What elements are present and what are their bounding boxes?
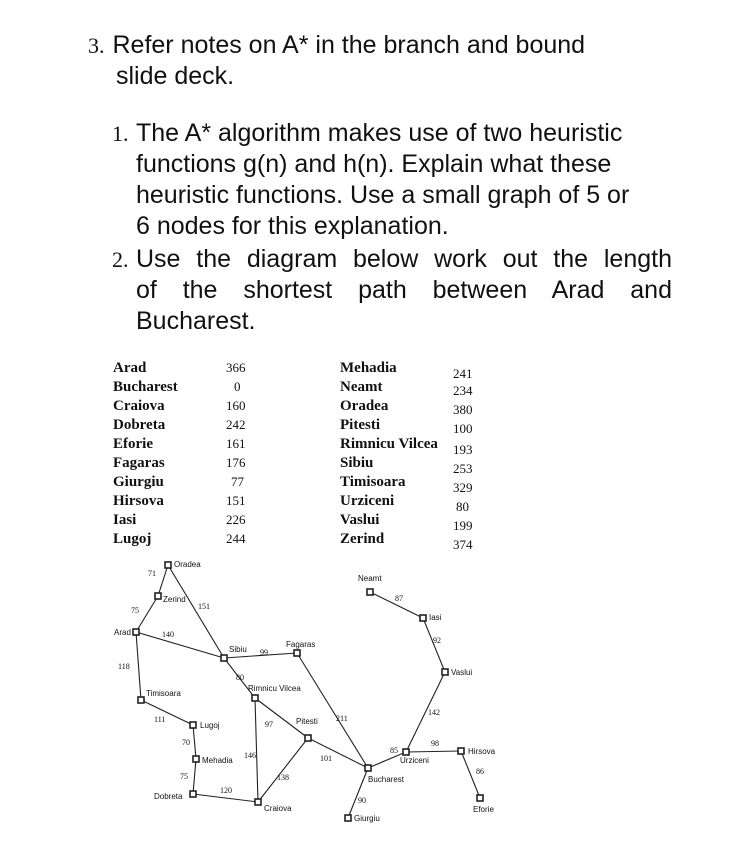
heuristic-city: Hirsova (113, 493, 164, 509)
heuristic-value: 160 (226, 398, 246, 413)
question-line-1: Refer notes on A* in the branch and bound (112, 31, 586, 59)
distance-label: 75 (180, 772, 188, 781)
edge-arad-timisoara (136, 632, 141, 700)
heuristic-city: Craiova (113, 398, 165, 414)
city-label-vaslui: Vaslui (451, 668, 473, 677)
city-node-urziceni (403, 749, 409, 755)
heuristic-city: Lugoj (113, 531, 152, 547)
heuristic-city: Dobreta (113, 417, 166, 433)
heuristic-value: 380 (453, 402, 473, 417)
distance-label: 101 (320, 754, 332, 763)
heuristic-city: Oradea (340, 398, 389, 414)
city-label-hirsova: Hirsova (468, 747, 496, 756)
distance-label: 90 (358, 796, 366, 805)
city-label-oradea: Oradea (174, 560, 201, 569)
heuristic-city: Arad (113, 360, 147, 376)
edge-dobreta-craiova (193, 794, 258, 802)
city-node-timisoara (138, 697, 144, 703)
edge-timisoara-lugoj (141, 700, 193, 725)
edge-bucharest-giurgiu (348, 768, 368, 818)
edge-vaslui-iasi (423, 618, 445, 672)
city-node-fagaras (294, 650, 300, 656)
city-label-timisoara: Timisoara (146, 689, 181, 698)
city-node-neamt (367, 589, 373, 595)
distance-label: 92 (433, 636, 441, 645)
city-node-sibiu (221, 655, 227, 661)
city-label-craiova: Craiova (264, 804, 292, 813)
subquestion-2-line: Use the diagram below work out the length (136, 245, 672, 273)
heuristic-city: Zerind (340, 531, 385, 547)
heuristic-city: Timisoara (340, 474, 406, 490)
subquestion-1-line: The A* algorithm makes use of two heuristic (136, 119, 623, 147)
city-label-eforie: Eforie (473, 805, 494, 814)
distance-label: 151 (198, 602, 210, 611)
distance-label: 98 (431, 739, 439, 748)
distance-label: 97 (265, 720, 273, 729)
heuristic-value: 100 (453, 421, 473, 436)
heuristic-city: Pitesti (340, 417, 380, 433)
heuristic-city: Rimnicu Vilcea (340, 436, 438, 452)
city-node-giurgiu (345, 815, 351, 821)
city-label-rimnicu: Rimnicu Vilcea (248, 684, 301, 693)
distance-label: 87 (395, 594, 403, 603)
distance-label: 118 (118, 662, 130, 671)
subquestion-2-line: Bucharest. (136, 307, 256, 335)
distance-label: 111 (154, 715, 166, 724)
distance-label: 80 (236, 673, 244, 682)
city-node-craiova (255, 799, 261, 805)
edge-zerind-arad (136, 596, 158, 632)
city-node-bucharest (365, 765, 371, 771)
romania-map (100, 555, 520, 835)
heuristic-value: 0 (234, 379, 241, 394)
edge-urziceni-hirsova (406, 751, 461, 752)
edge-lugoj-mehadia (193, 725, 196, 759)
subquestion-1-line: 6 nodes for this explanation. (136, 212, 449, 240)
heuristic-value: 161 (226, 436, 246, 451)
heuristic-value: 329 (453, 480, 473, 495)
distance-label: 86 (476, 767, 484, 776)
distance-label: 99 (260, 648, 268, 657)
city-node-eforie (477, 795, 483, 801)
subquestion-2-number: 2. (112, 247, 129, 272)
heuristic-city: Bucharest (113, 379, 178, 395)
distance-label: 211 (336, 714, 348, 723)
city-label-iasi: Iasi (429, 613, 442, 622)
heuristic-value: 193 (453, 442, 473, 457)
city-label-mehadia: Mehadia (202, 756, 233, 765)
city-node-hirsova (458, 748, 464, 754)
heuristic-city: Neamt (340, 379, 383, 395)
subquestion-1-number: 1. (112, 121, 129, 146)
city-label-urziceni: Urziceni (400, 756, 429, 765)
city-node-pitesti (305, 735, 311, 741)
heuristic-value: 80 (456, 499, 469, 514)
city-label-dobreta: Dobreta (154, 792, 183, 801)
city-label-bucharest: Bucharest (368, 775, 405, 784)
city-node-rimnicu (252, 695, 258, 701)
distance-label: 120 (220, 786, 232, 795)
distance-label: 140 (162, 630, 174, 639)
subquestion-1-line: heuristic functions. Use a small graph of 5 or (136, 181, 630, 209)
city-label-lugoj: Lugoj (200, 721, 220, 730)
map-city-labels (114, 560, 496, 823)
distance-label: 146 (244, 751, 256, 760)
city-node-iasi (420, 615, 426, 621)
edge-rimnicu-craiova (255, 698, 258, 802)
heuristic-value: 374 (453, 537, 473, 552)
heuristic-city: Iasi (113, 512, 137, 528)
map-distances (118, 569, 484, 805)
heuristic-value: 151 (226, 493, 246, 508)
edge-mehadia-dobreta (193, 759, 196, 794)
heuristic-value: 366 (226, 360, 246, 375)
city-node-arad (133, 629, 139, 635)
city-node-zerind (155, 593, 161, 599)
heuristic-value: 77 (231, 474, 244, 489)
subquestion-2-line: of the shortest path between Arad and (136, 276, 672, 304)
question-3 (88, 30, 688, 92)
heuristic-value: 253 (453, 461, 473, 476)
heuristic-value: 176 (226, 455, 246, 470)
heuristic-value: 234 (453, 383, 473, 398)
city-node-vaslui (442, 669, 448, 675)
heuristic-value: 242 (226, 417, 246, 432)
distance-label: 75 (131, 606, 139, 615)
city-label-arad: Arad (114, 628, 131, 637)
distance-label: 85 (390, 746, 398, 755)
subquestion-2 (112, 244, 672, 337)
heuristic-city: Vaslui (340, 512, 380, 528)
heuristic-value: 226 (226, 512, 246, 527)
city-label-neamt: Neamt (358, 574, 382, 583)
city-node-mehadia (193, 756, 199, 762)
distance-label: 138 (277, 773, 289, 782)
edge-oradea-zerind (158, 565, 168, 596)
distance-label: 71 (148, 569, 156, 578)
city-label-sibiu: Sibiu (229, 645, 247, 654)
subquestion-1 (112, 118, 672, 242)
city-label-giurgiu: Giurgiu (354, 814, 380, 823)
city-node-dobreta (190, 791, 196, 797)
heuristic-city: Giurgiu (113, 474, 164, 490)
heuristic-city: Fagaras (113, 455, 165, 471)
heuristic-value: 241 (453, 366, 473, 381)
heuristic-city: Mehadia (340, 360, 397, 376)
heuristic-value: 199 (453, 518, 473, 533)
city-node-lugoj (190, 722, 196, 728)
heuristic-value: 244 (226, 531, 246, 546)
heuristic-city: Eforie (113, 436, 153, 452)
heuristic-city: Sibiu (340, 455, 374, 471)
city-label-fagaras: Fagaras (286, 640, 316, 649)
city-label-zerind: Zerind (163, 595, 186, 604)
city-node-oradea (165, 562, 171, 568)
edge-craiova-pitesti (258, 738, 308, 802)
heuristic-city: Urziceni (340, 493, 395, 509)
distance-label: 70 (182, 738, 190, 747)
subquestion-1-line: functions g(n) and h(n). Explain what these (136, 150, 612, 178)
question-line-2: slide deck. (116, 62, 235, 90)
distance-label: 142 (428, 708, 440, 717)
question-number: 3. (88, 33, 105, 58)
city-label-pitesti: Pitesti (296, 717, 318, 726)
